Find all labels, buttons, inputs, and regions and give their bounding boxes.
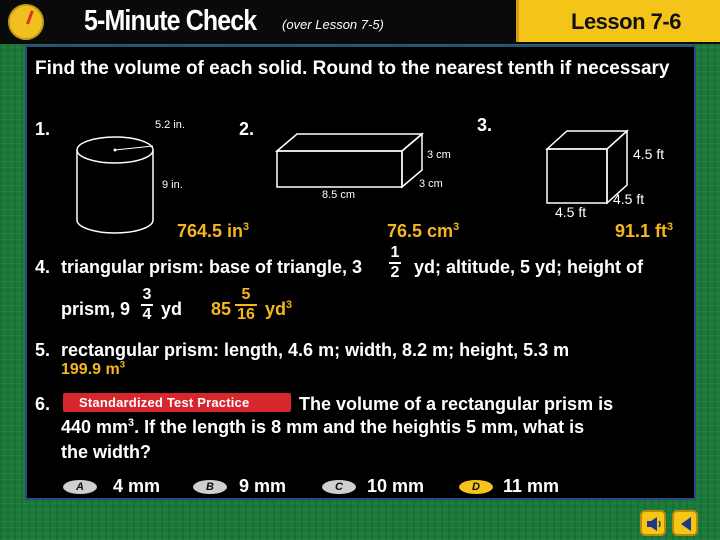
problem-6-line2: 440 $mm^3$. If the length is 8 mm and the heightis 5 mm, what is xyxy=(61,417,585,437)
lesson-label: Lesson 7-6 xyxy=(571,9,681,34)
choice-b-text[interactable]: 9 mm xyxy=(239,476,287,496)
back-button[interactable] xyxy=(672,510,698,536)
problem-5-number: 5. xyxy=(35,340,51,360)
problem-6-number: 6. xyxy=(35,394,51,414)
problem-1-number: 1. xyxy=(35,119,51,139)
choice-a-text[interactable]: 4 mm xyxy=(113,476,161,496)
cube-edge-top-label: 4.5 ft xyxy=(633,146,665,162)
cylinder-figure xyxy=(72,132,162,237)
problem-4-answer-fraction: 5 16 xyxy=(235,287,257,323)
problem-6-line3: the width? xyxy=(61,442,151,462)
clock-icon xyxy=(8,4,44,40)
cylinder-height-label: 9 in. xyxy=(162,179,183,191)
choice-d-oval[interactable]: D xyxy=(459,480,493,494)
problem-4-number: 4. xyxy=(35,257,51,277)
instructions: Find the volume of each solid. Round to the nearest tenth if necessary xyxy=(35,58,670,79)
standardized-test-badge: Standardized Test Practice xyxy=(63,393,291,412)
choice-c-oval[interactable]: C xyxy=(322,480,356,494)
choice-c-text[interactable]: 10 mm xyxy=(367,476,425,496)
page-title: 5-Minute Check xyxy=(84,5,257,37)
problem-4-line2a: prism, 9 xyxy=(61,299,131,319)
problem-5-text: rectangular prism: length, 4.6 m; width, 8.2 m; height, 5.3 m xyxy=(61,340,570,360)
lesson-tab xyxy=(516,0,720,42)
content-panel xyxy=(25,45,696,500)
choice-b-oval[interactable]: B xyxy=(193,480,227,494)
problem-2-number: 2. xyxy=(239,119,255,139)
problem-4-height-fraction: 3 4 xyxy=(142,286,152,323)
problem-1-answer: 764.5 $in^3$ xyxy=(177,221,250,241)
prism-height-label: 3 cm xyxy=(427,149,451,161)
page-subtitle: (over Lesson 7-5) xyxy=(282,17,384,32)
prism-length-label: 8.5 cm xyxy=(322,189,356,201)
cube-edge-side-label: 4.5 ft xyxy=(613,191,645,207)
rectangular-prism-figure xyxy=(272,129,432,194)
sound-icon xyxy=(645,515,663,533)
problem-4-line1a: triangular prism: base of triangle, 3 xyxy=(61,257,363,277)
sound-button[interactable] xyxy=(640,510,666,536)
problem-4-answer-unit: $yd^3$ xyxy=(265,299,293,319)
cube-edge-bottom-label: 4.5 ft xyxy=(555,204,587,220)
cylinder-radius-label: 5.2 in. xyxy=(155,119,185,131)
back-arrow-icon xyxy=(677,515,695,533)
problem-4-line1b: yd; altitude, 5 yd; height of xyxy=(414,257,643,277)
problem-3-number: 3. xyxy=(477,115,493,135)
problem-4-answer-whole: 85 xyxy=(211,299,232,319)
problem-3-answer: 91.1 $ft^3$ xyxy=(615,221,674,241)
problem-4-base-fraction: 1 2 xyxy=(390,244,400,281)
problem-2-answer: 76.5 $cm^3$ xyxy=(387,221,460,241)
choice-d-text[interactable]: 11 mm xyxy=(503,476,560,496)
problem-4-line2b: yd xyxy=(161,299,183,319)
prism-width-label: 3 cm xyxy=(419,178,443,190)
choice-a-oval[interactable]: A xyxy=(63,480,97,494)
problem-6-line1: The volume of a rectangular prism is xyxy=(299,394,614,414)
problem-5-answer: 199.9 $m^3$ xyxy=(61,359,126,378)
